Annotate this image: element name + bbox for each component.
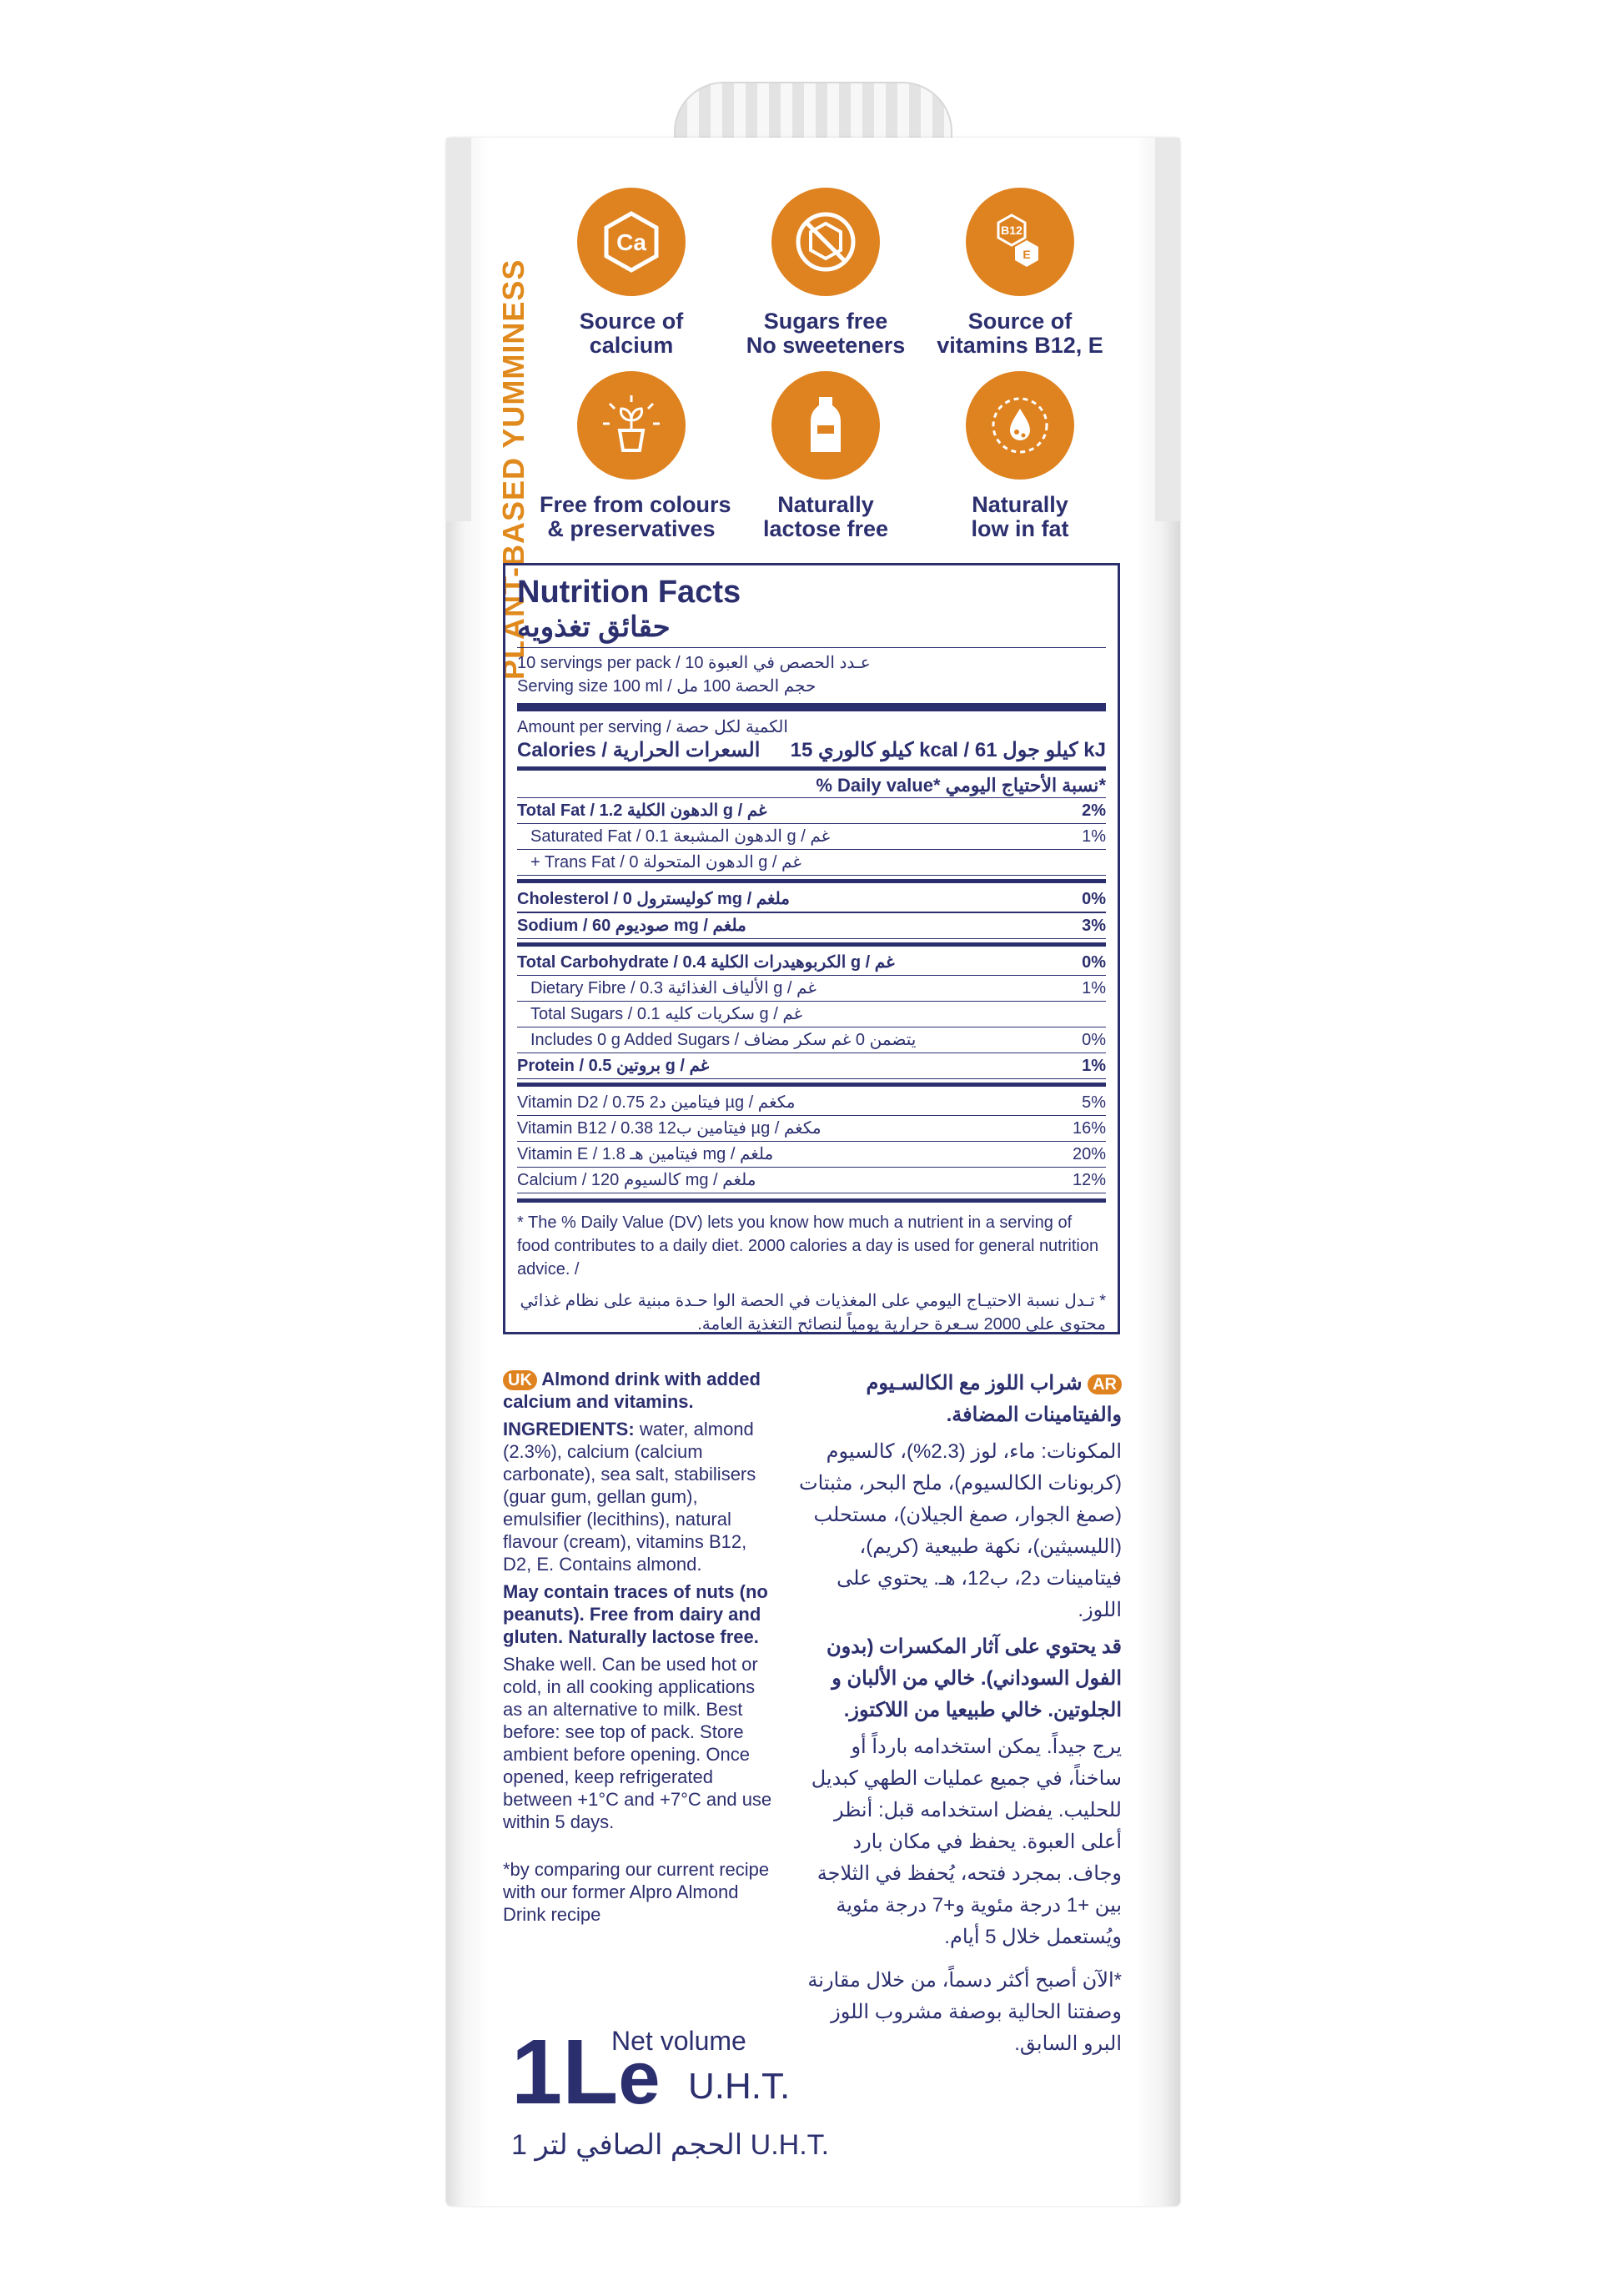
nutrient-label: Calcium / كالسيوم 120 mg / ملغم xyxy=(517,1171,756,1189)
badge-calcium-line2: calcium xyxy=(589,333,674,358)
badge-lactose-line2: lactose free xyxy=(762,516,889,541)
vertical-title: PLANT-BASED YUMMINESS xyxy=(496,259,530,680)
footnote-english: * The % Daily Value (DV) lets you know how much a nutrient in a serving of food contributes to a daily diet. 2000 calories a day is used for general nutrition advice. / xyxy=(517,1213,1099,1279)
nutrition-title: Nutrition Facts xyxy=(517,575,741,610)
nutrient-row xyxy=(517,1027,1106,1053)
footnote-arabic: * تـدل نسبة الاحتيـاج اليومي على المغذيات في الحصة الوا حـدة مبنية على نظام غذائي محتوي على 2000 سـعرة حرارية يومياً لنصائح التغذية العامة. xyxy=(520,1292,1106,1334)
nutrient-daily-value: 1% xyxy=(1082,827,1106,846)
nutrient-label: + Trans Fat / الدهون المتحولة 0 g / غم xyxy=(530,853,801,872)
nutrient-row xyxy=(517,1002,1106,1027)
nutrient-label: Vitamin B12 / فيتامين ب12 0.38 µg / مكغم xyxy=(517,1119,822,1138)
serving-size: Serving size 100 ml / حجم الحصة 100 مل xyxy=(517,677,817,696)
estimated-sign: e xyxy=(618,2037,661,2120)
nutrient-daily-value: 0% xyxy=(1082,953,1106,972)
amount-per-serving: Amount per serving / الكمية لكل حصة xyxy=(517,718,788,736)
nutrient-row xyxy=(517,1116,1106,1141)
nutrient-label: Total Carbohydrate / الكربوهيدرات الكلية 0.4 g / غم xyxy=(517,953,895,972)
badge-sugar-line1: Sugars free xyxy=(763,309,888,334)
nutrient-row xyxy=(517,1090,1106,1115)
b12-symbol: B12 xyxy=(1001,224,1023,237)
nutrient-row xyxy=(517,950,1106,975)
nutrient-label: Sodium / صوديوم 60 mg / ملغم xyxy=(517,917,746,935)
english-ingredients: water, almond (2.3%), calcium (calcium carbonate), sea salt, stabilisers (guar gum, gellan gum), emulsifier (lecithins), natural flavour (cream), vitamins B12, D2, E. Contains almond. xyxy=(503,1419,756,1575)
nutrient-daily-value: 16% xyxy=(1072,1119,1106,1138)
nutrient-row xyxy=(517,913,1106,938)
calcium-symbol: Ca xyxy=(616,229,646,255)
net-volume-label: Net volume xyxy=(611,2026,746,2056)
nutrient-row xyxy=(517,976,1106,1001)
nutrient-daily-value: 12% xyxy=(1072,1171,1106,1189)
divider xyxy=(517,942,1106,947)
sugar-free-icon xyxy=(771,188,880,296)
uk-tag: UK xyxy=(503,1370,537,1390)
badge-vitamins xyxy=(937,188,1103,358)
nutrition-facts-panel xyxy=(503,563,1120,1334)
badge-low-fat xyxy=(962,371,1078,541)
carton-left-fold xyxy=(446,138,471,521)
english-claim: *by comparing our current recipe with our former Alpro Almond Drink recipe xyxy=(503,1859,770,1925)
nutrient-daily-value: 1% xyxy=(1082,979,1106,997)
ar-tag: AR xyxy=(1088,1374,1122,1394)
nutrient-label: Protein / بروتين 0.5 g / غم xyxy=(517,1057,710,1075)
ingredients-label: INGREDIENTS: xyxy=(503,1419,635,1439)
divider xyxy=(517,875,1106,876)
nutrient-daily-value: 20% xyxy=(1072,1145,1106,1163)
nutrient-label: Vitamin D2 / فيتامين د2 0.75 µg / مكغم xyxy=(517,1093,796,1112)
nutrient-daily-value: 1% xyxy=(1082,1057,1106,1075)
badge-vitamins-line1: Source of xyxy=(967,309,1073,334)
divider xyxy=(517,938,1106,939)
nutrient-row xyxy=(517,887,1106,912)
divider xyxy=(517,879,1106,883)
arabic-storage: يرج جيداً. يمكن استخدامه بارداً أو ساخناً، في جميع عمليات الطهي كبديل للحليب. يفضل استخدامه قبل: أنظر أعلى العبوة. يحفظ في مكان بارد وجاف. بمجرد فتحه، يُحفظ في الثلاجة بين +1 درجة مئوية و+7 درجة مئوية ويُستعمل خلال 5 أيام. xyxy=(811,1736,1122,1948)
arabic-title: شراب اللوز مع الكالسـيوم والفيتامينات المضافة. xyxy=(866,1372,1122,1426)
nutrient-daily-value: 0% xyxy=(1082,1031,1106,1049)
badge-calcium xyxy=(573,188,690,358)
nutrient-label: Includes 0 g Added Sugars / يتضمن 0 غم سكر مضاف xyxy=(530,1031,917,1049)
calories-label: Calories / السعرات الحرارية xyxy=(517,739,761,761)
arabic-claim: *الآن أصبح أكثر دسماً، من خلال مقارنة وصفتنا الحالية بوصفة مشروب اللوز البرو السابق. xyxy=(807,1969,1122,2055)
english-text-column xyxy=(503,1368,778,1931)
divider xyxy=(517,1083,1106,1087)
badge-no-colours xyxy=(540,371,731,541)
carton-panel xyxy=(446,138,1180,2206)
nutrient-row xyxy=(517,1142,1106,1167)
english-traces: May contain traces of nuts (no peanuts). Free from dairy and gluten. Naturally lactose free. xyxy=(503,1581,768,1647)
daily-value-header: % Daily value* نسبة الأحتياج اليومي* xyxy=(816,775,1106,796)
nutrient-rows xyxy=(517,798,1106,1193)
arabic-traces: قد يحتوي على آثار المكسرات (بدون الفول السوداني). خالي من الألبان و الجلوتين. خالي طبيعيا من اللاكتوز. xyxy=(826,1635,1122,1721)
volume-big: 1L xyxy=(511,2021,619,2123)
nutrient-daily-value: 3% xyxy=(1082,917,1106,935)
nutrient-daily-value: 0% xyxy=(1082,890,1106,908)
plant-icon xyxy=(577,371,686,480)
net-volume-block xyxy=(511,2021,830,2162)
badge-lactose-line1: Naturally xyxy=(777,492,874,517)
badge-lactose-free xyxy=(762,371,889,541)
badge-vitamins-line2: vitamins B12, E xyxy=(937,333,1103,358)
divider xyxy=(517,1078,1106,1079)
nutrition-title-arabic: حقائق تغذويه xyxy=(517,611,671,643)
badge-fat-line1: Naturally xyxy=(972,492,1068,517)
bottle-icon xyxy=(771,371,880,480)
nutrient-label: Total Sugars / سكريات كليه 0.1 g / غم xyxy=(530,1005,803,1023)
badge-fat-line2: low in fat xyxy=(971,516,1069,541)
english-title: Almond drink with added calcium and vitamins. xyxy=(503,1369,761,1412)
calcium-icon xyxy=(577,188,686,296)
divider xyxy=(517,766,1106,771)
nutrient-daily-value: 5% xyxy=(1082,1093,1106,1112)
badge-colours-line2: & preservatives xyxy=(547,516,716,541)
drop-icon xyxy=(966,371,1074,480)
e-symbol: E xyxy=(1023,248,1031,261)
nutrient-row xyxy=(517,850,1106,875)
nutrient-label: Cholesterol / كوليسترول 0 mg / ملغم xyxy=(517,890,790,908)
nutrient-row xyxy=(517,824,1106,849)
nutrient-label: Vitamin E / فيتامين هـ 1.8 mg / ملغم xyxy=(517,1145,774,1163)
carton-right-fold xyxy=(1155,138,1180,521)
badge-sugar-line2: No sweeteners xyxy=(746,333,906,358)
badge-calcium-line1: Source of xyxy=(579,309,684,334)
nutrient-label: Saturated Fat / الدهون المشبعة 0.1 g / غم xyxy=(530,827,831,846)
nutrient-row xyxy=(517,1168,1106,1193)
servings-per-pack: 10 servings per pack / 10 عـدد الحصص في العبوة xyxy=(517,654,871,672)
nutrient-row xyxy=(517,798,1106,823)
volume-arabic: 1 الحجم الصافي لتر U.H.T. xyxy=(511,2129,830,2161)
english-storage: Shake well. Can be used hot or cold, in all cooking applications as an alternative to milk. Best before: see top of pack. Store ambient before opening. Once opened, keep refrigerated between +1°C and +7°C and use within 5 days. xyxy=(503,1654,772,1832)
nutrient-daily-value: 2% xyxy=(1082,801,1106,820)
divider xyxy=(517,1198,1106,1203)
calories-value: كيلو كالوري 15 kcal / كيلو جول 61 kJ xyxy=(790,739,1106,761)
uht-label: U.H.T. xyxy=(688,2066,791,2107)
badge-sugar-free xyxy=(746,188,906,358)
arabic-text-column xyxy=(796,1368,1122,2065)
nutrient-label: Total Fat / الدهون الكلية 1.2 g / غم xyxy=(517,801,767,820)
nutrient-label: Dietary Fibre / الألياف الغذائية 0.3 g / غم xyxy=(530,979,817,997)
badge-colours-line1: Free from colours xyxy=(540,492,731,517)
divider xyxy=(517,703,1106,711)
nutrient-row xyxy=(517,1053,1106,1078)
vitamins-icon xyxy=(966,188,1074,296)
arabic-ingredients: المكونات: ماء، لوز (2.3%)، كالسيوم (كربونات الكالسيوم)، ملح البحر، مثبتات (صمغ الجوار، صمغ الجيلان)، مستحلب (الليسيثين)، نكهة طبيعية (كريم)، فيتامينات د2، ب12، هـ. يحتوي على اللوز. xyxy=(799,1440,1122,1621)
